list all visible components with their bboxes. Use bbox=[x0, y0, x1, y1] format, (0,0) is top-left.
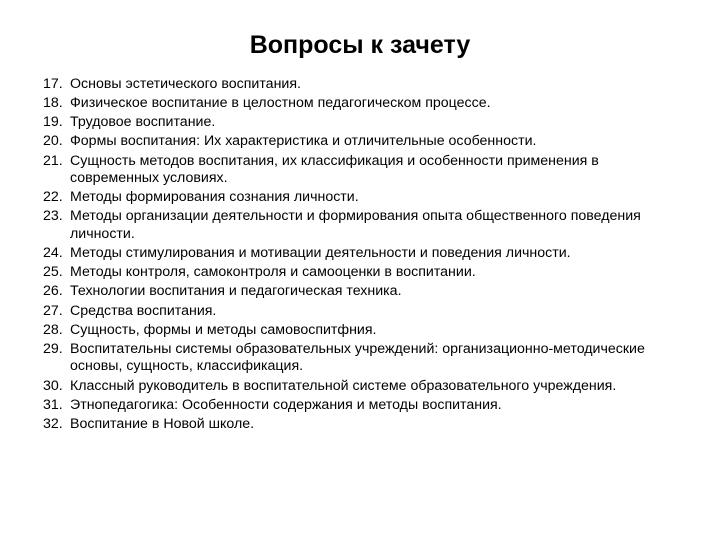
list-item bbox=[43, 133, 683, 151]
item-number: 30. bbox=[43, 377, 63, 394]
question-list bbox=[43, 76, 683, 435]
list-item bbox=[43, 153, 683, 188]
item-text: Средства воспитания. bbox=[70, 302, 217, 319]
item-number: 21. bbox=[43, 152, 63, 169]
list-item bbox=[43, 341, 683, 376]
item-text: Формы воспитания: Их характеристика и отличительные особенности. bbox=[70, 133, 537, 150]
item-text: Сущность методов воспитания, их классификация и особенности применения в современных условиях. bbox=[70, 152, 599, 187]
list-item bbox=[43, 208, 683, 243]
item-number: 26. bbox=[43, 283, 63, 300]
list-item bbox=[43, 397, 683, 415]
item-text: Физическое воспитание в целостном педагогическом процессе. bbox=[70, 95, 491, 112]
item-number: 25. bbox=[43, 264, 63, 281]
item-text: Методы формирования сознания личности. bbox=[70, 189, 359, 206]
list-item bbox=[43, 283, 683, 301]
list-item bbox=[43, 95, 683, 113]
item-text: Методы организации деятельности и формирования опыта общественного поведения личности. bbox=[70, 208, 641, 243]
item-number: 24. bbox=[43, 245, 63, 262]
list-item bbox=[43, 189, 683, 207]
item-number: 19. bbox=[43, 114, 63, 131]
item-text: Основы эстетического воспитания. bbox=[70, 76, 301, 92]
item-text: Технологии воспитания и педагогическая техника. bbox=[70, 283, 402, 300]
item-text: Воспитательны системы образовательных учреждений: организационно-методические основы, сущность, классификация. bbox=[70, 340, 645, 375]
item-number: 28. bbox=[43, 321, 63, 338]
list-item bbox=[43, 303, 683, 321]
list-item bbox=[43, 416, 683, 434]
item-number: 18. bbox=[43, 95, 63, 112]
list-item bbox=[43, 264, 683, 282]
item-text: Сущность, формы и методы самовоспитфния. bbox=[70, 321, 377, 338]
list-item bbox=[43, 76, 683, 94]
item-number: 22. bbox=[43, 189, 63, 206]
list-item bbox=[43, 322, 683, 340]
item-number: 20. bbox=[43, 133, 63, 150]
item-text: Методы контроля, самоконтроля и самооценки в воспитании. bbox=[70, 264, 476, 281]
item-text: Методы стимулирования и мотивации деятельности и поведения личности. bbox=[70, 245, 571, 262]
item-number: 17. bbox=[43, 76, 63, 92]
list-item bbox=[43, 378, 683, 396]
item-text: Трудовое воспитание. bbox=[70, 114, 216, 131]
item-number: 29. bbox=[43, 340, 63, 357]
item-text: Классный руководитель в воспитательной системе образовательного учреждения. bbox=[70, 377, 617, 394]
item-text: Воспитание в Новой школе. bbox=[70, 415, 255, 432]
list-item bbox=[43, 245, 683, 263]
item-number: 27. bbox=[43, 302, 63, 319]
item-number: 32. bbox=[43, 415, 63, 432]
item-number: 23. bbox=[43, 208, 63, 225]
list-item bbox=[43, 114, 683, 132]
slide-title: Вопросы к зачету bbox=[249, 31, 471, 59]
item-number: 31. bbox=[43, 396, 63, 413]
item-text: Этнопедагогика: Особенности содержания и методы воспитания. bbox=[70, 396, 502, 413]
